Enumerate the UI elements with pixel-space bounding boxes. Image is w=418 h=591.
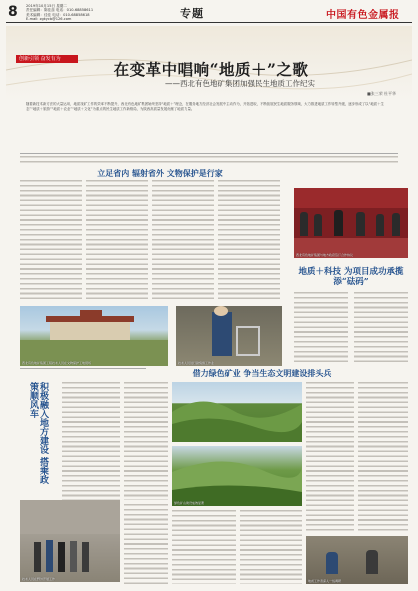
banner-tag: 创新引领 奋发有为 (16, 55, 78, 63)
photo-caption: 绿色矿山建设成效显著 (174, 501, 205, 505)
photo-field-survey (306, 536, 408, 584)
divider (20, 153, 398, 154)
section-heading: 地质＋科技 为项目成功承揽添“砝码” (298, 267, 404, 287)
body-column (354, 292, 408, 362)
byline: ■张三荣 杜平华 (366, 91, 396, 96)
photo-temple-site (20, 306, 168, 366)
photo-green-slopes (172, 446, 302, 506)
vertical-heading-text: 积极融入地方建设 搭乘政策顺风车 (28, 382, 48, 485)
page-info (26, 4, 116, 22)
photo-signing-ceremony (294, 188, 408, 258)
section-heading: 借力绿色矿业 争当生态文明建设排头兵 (192, 368, 332, 378)
newspaper-logo: 中国有色金属报 (326, 10, 400, 21)
subheadline: ——西北有色地矿集团加强民生地质工作纪实 (165, 79, 315, 88)
body-column (306, 382, 354, 532)
headline: 在变革中唱响“地质＋”之歌 (113, 60, 309, 79)
page-info-line: 责任编辑：陈佳蕊 电话：010-68858611 (26, 8, 94, 13)
lead-paragraph: 随着新技术新方法的大量运用，地质找矿工作的效率不断提升，西北有色地矿集团始终坚持“地质＋”理念，在服务地方经济社会发展中主动作为，开拓进取，不断拓展民生地质服务领域，大力推进地质工作转型升级，逐步形成了以“地质＋生态”“地质＋旅游”“地质＋农业”“地质＋文化”为重点的民生地质工作新格局，为陕西高质量发展贡献了地质力量。 (26, 102, 384, 111)
page-info-line: 美术编辑：佳佳 电话：010-68858618 (26, 12, 90, 17)
section-heading: 立足省内 辐射省外 文物保护是行家 (97, 168, 223, 178)
body-column (172, 510, 236, 584)
body-column (294, 292, 348, 362)
photo-quarry-team (20, 500, 120, 582)
page-info-line: 2019年10月15日 星期二 (26, 4, 67, 8)
page-info-line: E-mail: zgkycb@126.com (26, 17, 72, 22)
photo-caption: 技术人员进行勘察施工作业 (178, 361, 215, 365)
divider (20, 368, 146, 369)
section-title: 专题 (180, 7, 204, 20)
vertical-section-heading (28, 382, 58, 492)
body-column (62, 382, 120, 500)
body-column (240, 510, 302, 584)
masthead-rule (6, 22, 412, 23)
intro-text (20, 156, 398, 164)
photo-green-mountains (172, 382, 302, 442)
photo-caption: 地质工作者深入一线调研 (308, 579, 342, 583)
body-column (86, 180, 148, 300)
body-column (152, 180, 214, 300)
page-number: 8 (8, 4, 18, 20)
photo-field-work (176, 306, 282, 366)
body-column (218, 180, 280, 300)
body-column (358, 382, 408, 532)
photo-caption: 技术人员在野外开展工作 (22, 577, 56, 581)
body-column (124, 382, 168, 500)
photo-caption: 西北有色地矿集团工程技术人员在文物保护工地现场 (22, 361, 92, 365)
photo-caption: 西北有色地矿集团与地方政府签订合作协议 (296, 253, 354, 257)
body-column (20, 180, 82, 300)
body-column (124, 504, 168, 584)
